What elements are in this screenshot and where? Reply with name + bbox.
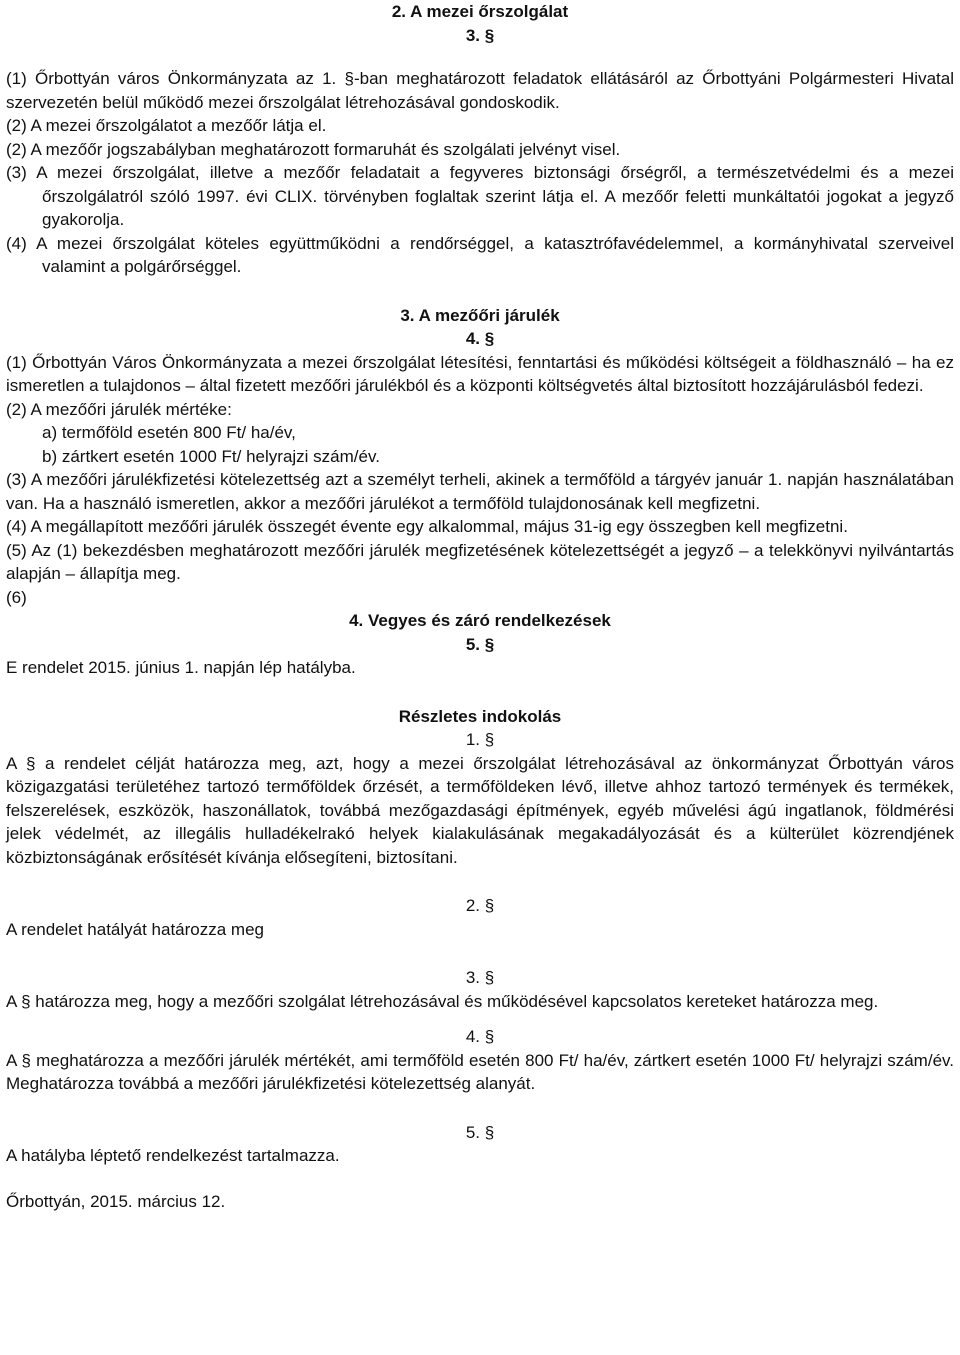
reasoning-section-4: 4. § <box>465 1027 495 1046</box>
section-5-title: 5. § <box>465 634 495 654</box>
paragraph: (3) A mezei őrszolgálat, illetve a mezőőr feladatait a fegyveres biztonsági őrségről, a természetvédelmi és a mezei őrszolgálatról szóló 1997. évi CLIX. törvényben foglaltak szerint látja el. A mezőőr feletti munkáltatói jogokat a jegyző gyakorolja. <box>6 163 954 229</box>
paragraph: (2) A mezőőr jogszabályban meghatározott formaruhát és szolgálati jelvényt visel. <box>6 139 621 159</box>
paragraph: A § határozza meg, hogy a mezőőri szolgálat létrehozásával és működésével kapcsolatos kereteket határozza meg. <box>6 991 879 1011</box>
part3-heading: 3. A mezőőri járulék <box>400 305 560 325</box>
paragraph: (1) Őrbottyán város Önkormányzata az 1. §-ban meghatározott feladatok ellátásáról az Őrbottyáni Polgármesteri Hivatal szervezetén belül működő mezei őrszolgálat létrehozásával gondoskodik. <box>6 69 954 112</box>
paragraph: A rendelet hatályát határozza meg <box>6 919 264 939</box>
part2-heading: 2. A mezei őrszolgálat <box>391 2 569 21</box>
paragraph: (4) A mezei őrszolgálat köteles együttműködni a rendőrséggel, a katasztrófavédelemmel, a kormányhivatal szerveivel valamint a polgárőrséggel. <box>6 233 954 276</box>
reasoning-section-3: 3. § <box>465 968 495 987</box>
reasoning-section-1: 1. § <box>465 730 495 749</box>
list-item: b) zártkert esetén 1000 Ft/ helyrajzi szám/év. <box>42 446 380 466</box>
place-date: Őrbottyán, 2015. március 12. <box>6 1191 226 1211</box>
list-item: a) termőföld esetén 800 Ft/ ha/év, <box>42 423 296 442</box>
part4-heading: 4. Vegyes és záró rendelkezések <box>349 611 611 630</box>
paragraph: A § a rendelet célját határozza meg, azt, hogy a mezei őrszolgálat létrehozásával az önkormányzat Őrbottyán város közigazgatási területéhez tartozó termőföldek őrzését, a termőföldeken lévő, illetve ahhoz tartozó termények és termékek, felszerelések, eszközök, haszonállatok, továbbá mezőgazdasági építmények, egyéb művelési ágú ingatlanok, földmérési jelek védelmét, az illegális hulladékelrakó helyek kialakulásának megakadályozását és a külterület közrendjének közbiztonságának erősítését kívánja elősegíteni, biztosítani. <box>6 753 954 867</box>
paragraph: (4) A megállapított mezőőri járulék összegét évente egy alkalommal, május 31-ig egy összegben kell megfizetni. <box>6 517 848 536</box>
paragraph: (5) Az (1) bekezdésben meghatározott mezőőri járulék megfizetésének kötelezettségét a jegyző – a telekkönyvi nyilvántartás alapján – állapítja meg. <box>6 540 954 583</box>
reasoning-section-2: 2. § <box>465 896 495 915</box>
reasoning-heading: Részletes indokolás <box>398 706 562 726</box>
paragraph: (2) A mezei őrszolgálatot a mezőőr látja el. <box>6 116 327 135</box>
paragraph: A § meghatározza a mezőőri járulék mértékét, ami termőföld esetén 800 Ft/ ha/év, zártkert esetén 1000 Ft/ helyrajzi szám/év. Meghatározza továbbá a mezőőri járulékfizetési kötelezettség alanyát. <box>6 1050 954 1093</box>
paragraph: (2) A mezőőri járulék mértéke: <box>6 399 232 419</box>
reasoning-section-5: 5. § <box>465 1122 495 1142</box>
paragraph: (1) Őrbottyán Város Önkormányzata a mezei őrszolgálat létesítési, fenntartási és működési költségeit a földhasználó – ha ez ismeretlen a tulajdonos – által fizetett mezőőri járulékból és a központi költségvetés által biztosított hozzájárulásból fedezi. <box>6 352 954 395</box>
paragraph: (3) A mezőőri járulékfizetési kötelezettség azt a személyt terheli, akinek a termőföld a tárgyév január 1. napján használatában van. Ha a használó ismeretlen, akkor a mezőőri járulékot a termőföld tulajdonosának kell megfizetni. <box>6 470 954 513</box>
paragraph: A hatályba léptető rendelkezést tartalmazza. <box>6 1146 340 1165</box>
section-3-title: 3. § <box>465 25 495 45</box>
section-4-title: 4. § <box>465 329 495 348</box>
paragraph: (6) <box>6 587 27 607</box>
paragraph: E rendelet 2015. június 1. napján lép hatályba. <box>6 658 356 677</box>
